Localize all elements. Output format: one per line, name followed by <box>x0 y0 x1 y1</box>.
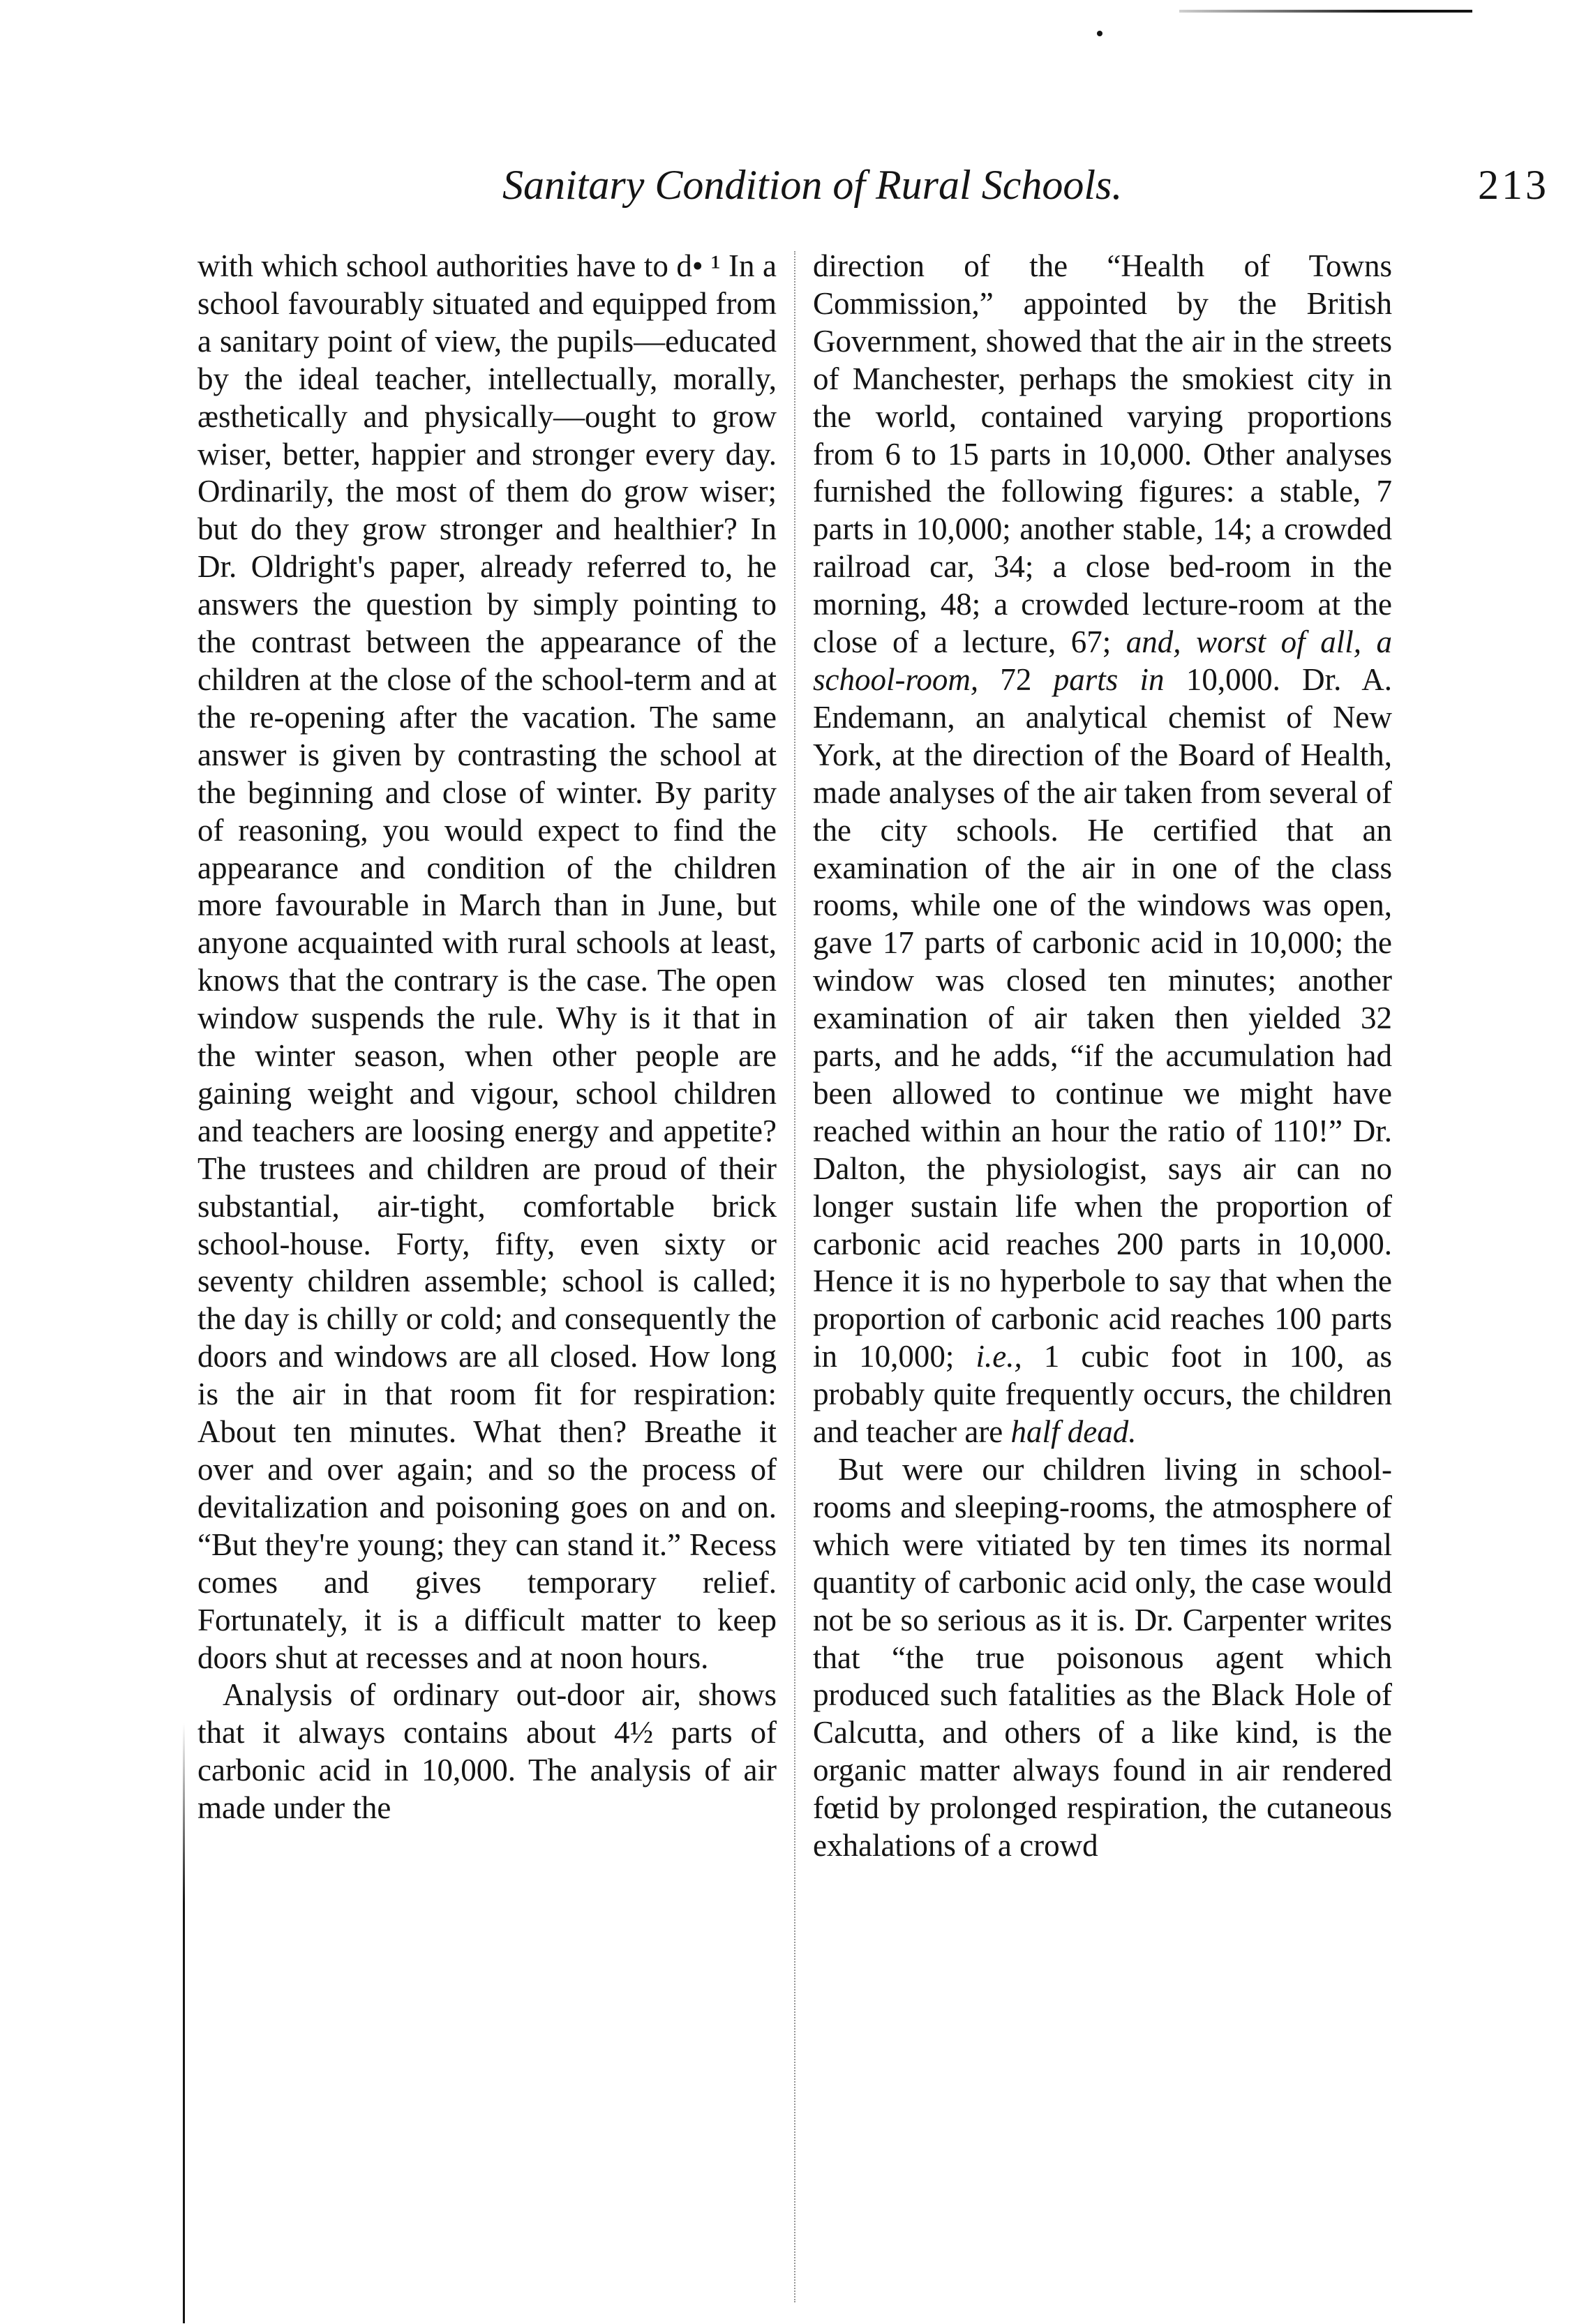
top-edge-speck <box>1097 31 1102 36</box>
running-title: Sanitary Condition of Rural Schools. <box>502 162 1123 208</box>
page-number: 213 <box>1478 162 1549 208</box>
right-column <box>813 248 1392 2299</box>
right-paragraph-1-text-a: direction of the “Health of Towns Commission,” appointed by the British Government, showed that the air in the streets of Manchester, perhaps the smokiest city in the world, contained varying proportions from 6 to 15 parts in 10,000. Other analyses furnished the following figures: a stable, 7 parts in 10,000; another stable, 14; a crowded railroad car, 34; a close bed-room in the morning, 48; a crowded lecture-room at the close of a lecture, 67; <box>813 248 1392 660</box>
right-paragraph-1-text-c: 10,000. Dr. A. Endemann, an analytical chemist of New York, at the direction of the Board of Health, made analyses of the air taken from several of the city schools. He certified that an examination of the air in one of the class rooms, while one of the windows was open, gave 17 parts of carbonic acid in 10,000; the window was closed ten minutes; another examination of air taken then yielded 32 parts, and he adds, “if the accumulation had been allowed to continue we might have reached within an hour the ratio of 110!” Dr. Dalton, the physiologist, says air can no longer sustain life when the proportion of carbonic acid reaches 200 parts in 10,000. Hence it is no hyperbole to say that when the proportion of carbonic acid reaches 100 parts in 10,000; <box>813 661 1392 1374</box>
running-head <box>502 157 1549 213</box>
column-divider <box>794 251 795 2302</box>
binding-margin-mark <box>183 1723 185 2323</box>
right-paragraph-1 <box>813 248 1392 1451</box>
right-paragraph-1-italic-b: parts in <box>1053 661 1165 697</box>
right-paragraph-1-italic-c: i.e., <box>975 1339 1022 1374</box>
right-paragraph-1-text-d: 1 cubic foot in 100, as probably quite frequently occurs, the children and teacher are <box>813 1339 1392 1450</box>
left-paragraph-1: with which school authorities have to d• ¹ In a school favourably situated and equipped from a sanitary point of view, the pupils—educated by the ideal teacher, intellectually, morally, æsthetically and physically—ought to grow wiser, better, happier and stronger every day. Ordinarily, the most of them do grow wiser; but do they grow stronger and healthier? In Dr. Oldright's paper, already referred to, he answers the question by simply pointing to the contrast between the appearance of the children at the close of the school-term and at the re-opening after the vacation. The same answer is given by contrasting the school at the beginning and close of winter. By parity of reasoning, you would expect to find the appearance and condition of the children more favourable in March than in June, but anyone acquainted with rural schools at least, knows that the contrary is the case. The open window suspends the rule. Why is it that in the winter season, when other people are gaining weight and vigour, school children and teachers are loosing energy and appetite? The trustees and children are proud of their substantial, air-tight, comfortable brick school-house. Forty, fifty, even sixty or seventy children assemble; school is called; the day is chilly or cold; and consequently the doors and windows are all closed. How long is the air in that room fit for respiration: About ten minutes. What then? Breathe it over and over again; and so the process of devitalization and poisoning goes on and on. “But they're young; they can stand it.” Recess comes and gives temporary relief. Fortunately, it is a difficult matter to keep doors shut at recesses and at noon hours. <box>197 248 777 1675</box>
right-paragraph-2: But were our children living in school-rooms and sleeping-rooms, the atmosphere of which were vitiated by ten times its normal quantity of carbonic acid only, the case would not be so serious as it is. Dr. Carpenter writes that “the true poisonous agent which produced such fatalities as the Black Hole of Calcutta, and others of a like kind, is the organic matter always found in air rendered fœtid by prolonged respiration, the cutaneous exhalations of a crowd <box>813 1452 1392 1864</box>
top-edge-rule <box>1179 10 1472 13</box>
right-paragraph-1-italic-a: and, worst of all, a school-room, <box>813 624 1392 697</box>
left-paragraph-2: Analysis of ordinary out-door air, shows that it always contains about 4½ parts of carbonic acid in 10,000. The analysis of air made under the <box>197 1677 777 1826</box>
left-column <box>197 248 777 2299</box>
right-paragraph-1-text-b: 72 <box>1000 661 1032 697</box>
right-paragraph-1-italic-d: half dead. <box>1010 1414 1137 1450</box>
